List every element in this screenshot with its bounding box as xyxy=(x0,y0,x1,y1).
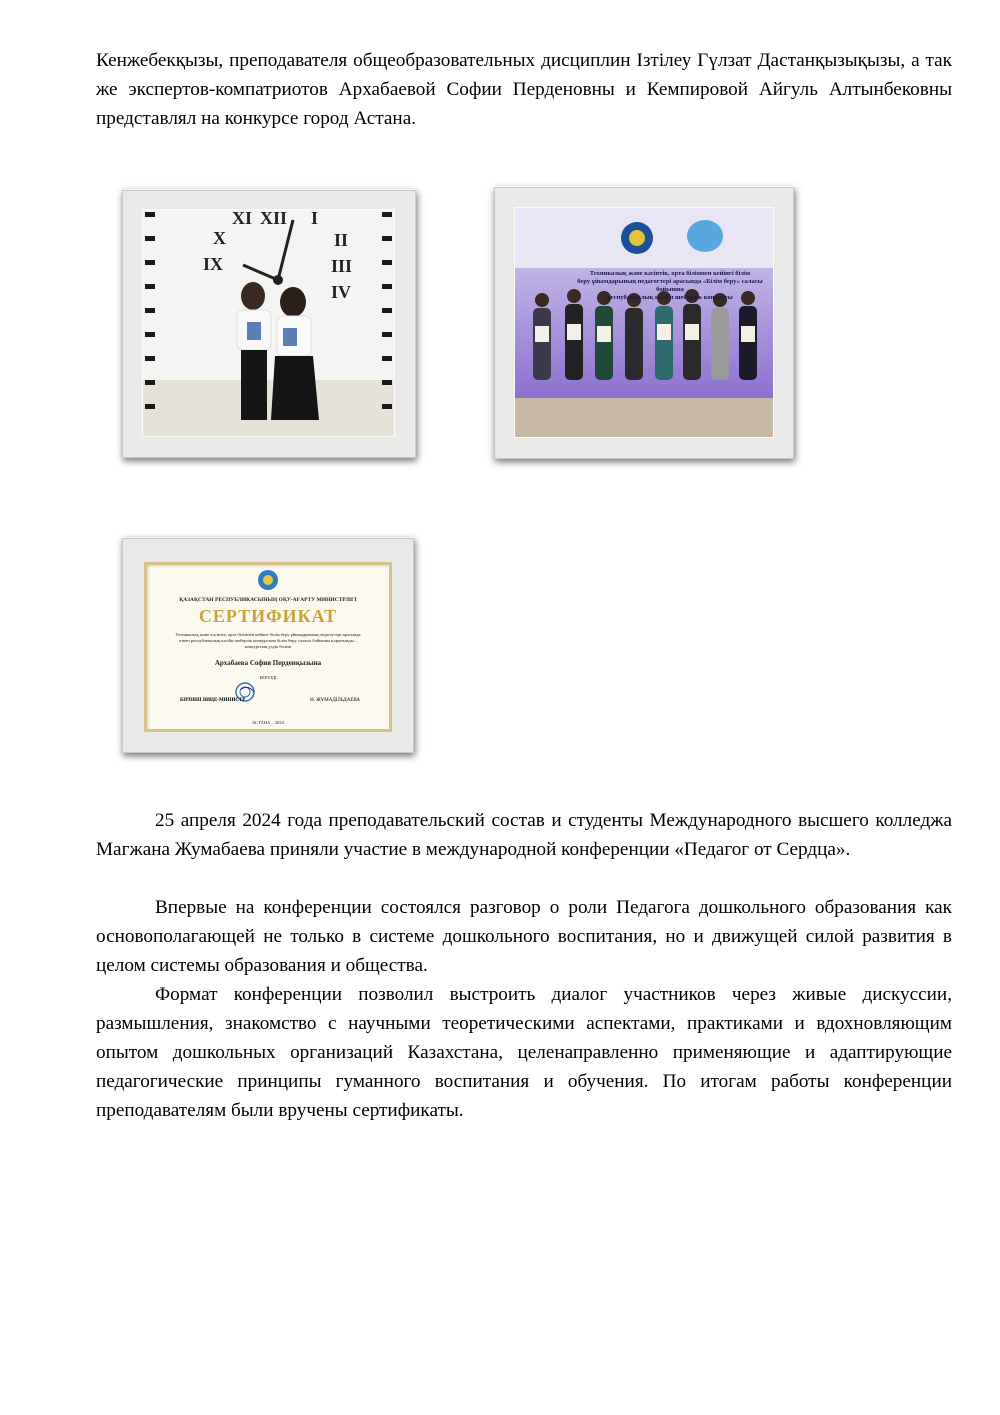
certificate-body: Техникалық және кәсіптік, орта білімнен кейінгі білім беру ұйымдарының педагогтері арасында өткен республикалық кәсіби шеберлік конкурсына білім беру саласы бойынша қорытынды – конкурстың үздік бөлімі xyxy=(175,632,361,649)
intro-paragraph: Кенжебекқызы, преподавателя общеобразовательных дисциплин Ізтілеу Гүлзат Дастанқызықызы, а так же экспертов-компатриотов Архабаевой Софии Перденовны и Кемпировой Айгуль Алтынбековны представлял на конкурсе город Астана. xyxy=(96,50,952,129)
clock-numeral: I xyxy=(311,210,319,228)
certificate-footer: АСТАНА – 2024 xyxy=(252,720,284,725)
certificate-given: БЕРІЛДІ xyxy=(259,675,277,680)
certificate xyxy=(144,562,392,732)
clock-numeral: XII xyxy=(260,210,288,228)
certificate-recipient: Архабаева София Перденқызына xyxy=(214,659,322,667)
certificate-signer-right: Н. ЖҰМАДІЛЬДАЕВА xyxy=(310,698,360,703)
photo-clock xyxy=(143,210,394,436)
certificate-frame xyxy=(122,537,414,753)
photo-group xyxy=(515,208,773,437)
clock-numeral: X xyxy=(213,228,226,248)
photo-frame-clock xyxy=(122,189,416,458)
clock-numeral: IX xyxy=(203,254,224,274)
banner-line: республикалық кәсіби шеберлік конкурсы xyxy=(607,294,733,301)
certificate-ministry: ҚАЗАҚСТАН РЕСПУБЛИКАСЫНЫҢ ОҚУ-АҒАРТУ МИНИСТРЛІГІ xyxy=(179,597,357,603)
banner-line: Техникалық және кәсіптік, орта білімнен кейінгі білім xyxy=(589,270,751,277)
certificate-signer-left: БІРІНШІ ВИЦЕ-МИНИСТР xyxy=(180,698,246,703)
banner-line: беру ұйымдарының педагогтері арасында «Білім беру» саласы бойынша xyxy=(577,278,763,293)
clock-numeral: III xyxy=(331,256,353,276)
discussion-paragraph: Впервые на конференции состоялся разговор о роли Педагога дошкольного образования как основополагающей не только в системе дошкольного воспитания, но и движущей силой развития в целом системы образования и общества. xyxy=(96,897,952,976)
format-paragraph: Формат конференции позволил выстроить диалог участников через живые дискуссии, размышления, знакомство с научными теоретическими аспектами, практиками и вдохновляющим опытом дошкольных организаций Казахстана, целенаправленно применяющие и адаптирующие педагогические принципы гуманного воспитания и обучения. По итогам работы конференции преподавателям были вручены сертификаты. xyxy=(96,984,952,1121)
clock-numeral: XI xyxy=(232,210,253,228)
conference-paragraph: 25 апреля 2024 года преподавательский состав и студенты Международного высшего колледжа Магжана Жумабаева приняли участие в международной конференции «Педагог от Сердца». xyxy=(96,810,952,860)
clock-numeral: II xyxy=(334,230,349,250)
certificate-title: СЕРТИФИКАТ xyxy=(198,606,338,626)
clock-numeral: IV xyxy=(331,282,352,302)
photo-frame-group xyxy=(494,186,794,459)
